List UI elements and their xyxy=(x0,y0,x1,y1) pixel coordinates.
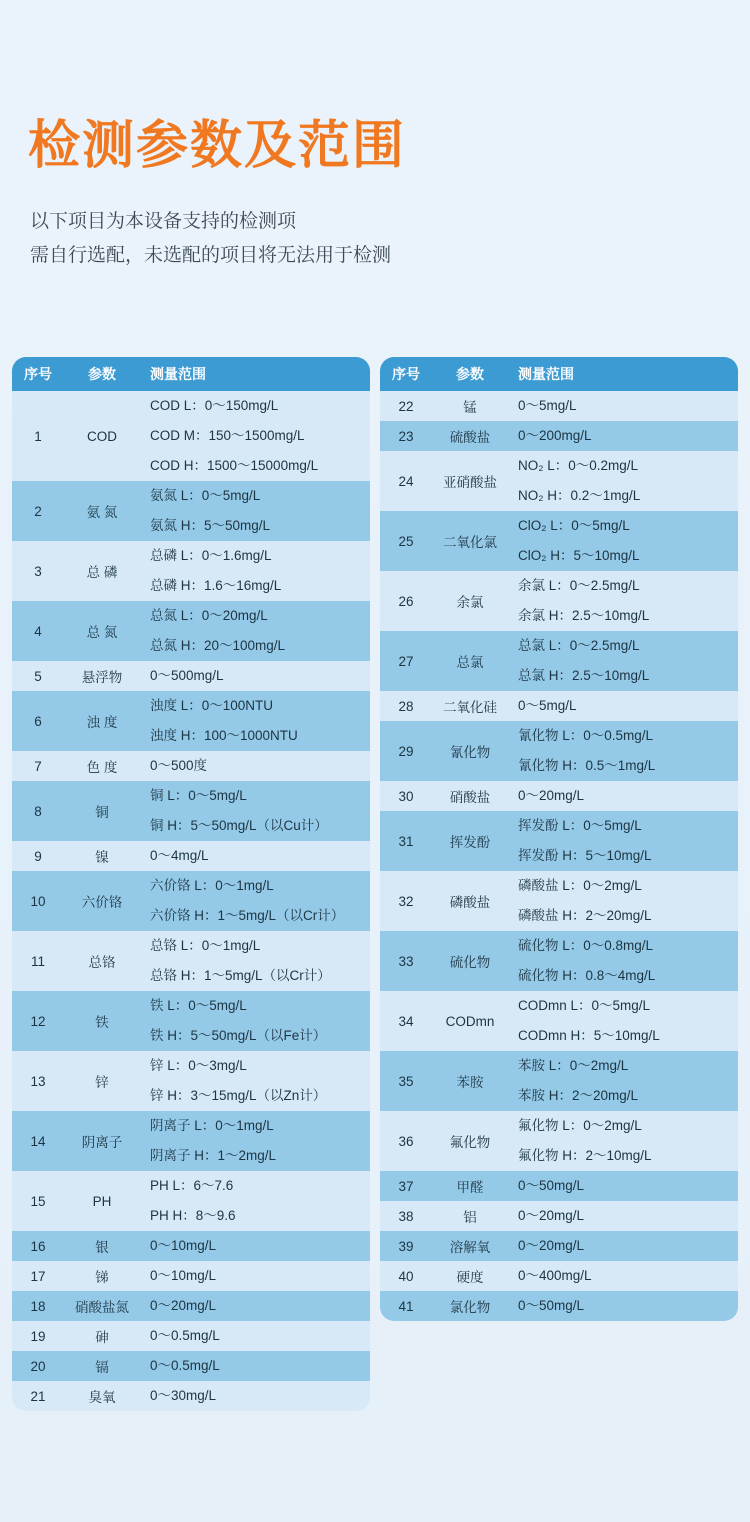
range-line: 0～0.5mg/L xyxy=(150,1328,220,1343)
row-range xyxy=(508,781,738,811)
table-row xyxy=(12,931,370,991)
range-line: 0～400mg/L xyxy=(518,1268,592,1283)
row-range xyxy=(140,1381,370,1411)
range-line: 0～500度 xyxy=(150,758,208,773)
row-parameter: 甲醛 xyxy=(456,1180,484,1195)
row-parameter: 砷 xyxy=(95,1330,109,1345)
row-index: 9 xyxy=(34,848,42,864)
table-row xyxy=(380,631,738,691)
row-index: 28 xyxy=(398,698,414,714)
range-line: 总氮 L：0～20mg/L xyxy=(150,608,268,623)
table-row xyxy=(380,721,738,781)
row-parameter: 硝酸盐氮 xyxy=(75,1300,129,1315)
range-line: 硫化物 H：0.8～4mg/L xyxy=(518,968,656,983)
row-range xyxy=(140,751,370,781)
range-line: 苯胺 L：0～2mg/L xyxy=(518,1058,629,1073)
row-parameter: 浊 度 xyxy=(86,715,118,730)
row-range xyxy=(508,1231,738,1261)
range-line: 锌 H：3～15mg/L（以Zn计） xyxy=(150,1088,327,1103)
row-parameter: 硝酸盐 xyxy=(449,790,491,805)
row-parameter: 氯化物 xyxy=(449,1300,491,1315)
range-line: PH H：8～9.6 xyxy=(150,1208,236,1223)
range-line: 总磷 H：1.6～16mg/L xyxy=(150,578,282,593)
subtitle-line-1: 以下项目为本设备支持的检测项 xyxy=(30,211,297,232)
table-row xyxy=(12,1351,370,1381)
row-range xyxy=(140,1351,370,1381)
range-line: 0～10mg/L xyxy=(150,1238,217,1253)
row-index: 7 xyxy=(34,758,42,774)
range-line: 总铬 H：1～5mg/L（以Cr计） xyxy=(150,968,331,983)
table-row xyxy=(12,1261,370,1291)
row-parameter: 锑 xyxy=(95,1270,109,1285)
row-parameter: 二氧化硅 xyxy=(443,700,497,715)
parameter-tables xyxy=(12,357,738,1411)
row-index: 21 xyxy=(30,1388,46,1404)
row-range xyxy=(508,631,738,691)
table-row xyxy=(12,481,370,541)
range-line: NO₂ L：0～0.2mg/L xyxy=(518,458,639,473)
table-row xyxy=(380,691,738,721)
row-range xyxy=(140,991,370,1051)
row-parameter: 氟化物 xyxy=(449,1135,491,1150)
row-parameter: 氰化物 xyxy=(449,745,491,760)
row-range xyxy=(508,691,738,721)
row-index: 10 xyxy=(30,893,46,909)
row-range xyxy=(508,991,738,1051)
range-line: 总氯 H：2.5～10mg/L xyxy=(518,668,650,683)
row-parameter: 锌 xyxy=(95,1075,109,1090)
row-parameter: 铁 xyxy=(95,1015,109,1030)
row-parameter: 臭氧 xyxy=(88,1390,116,1405)
row-range xyxy=(140,661,370,691)
row-index: 27 xyxy=(398,653,414,669)
row-parameter: 苯胺 xyxy=(456,1075,484,1090)
page-subtitle xyxy=(30,205,391,273)
range-line: 0～10mg/L xyxy=(150,1268,217,1283)
range-line: 0～0.5mg/L xyxy=(150,1358,220,1373)
row-index: 36 xyxy=(398,1133,414,1149)
range-line: 锌 L：0～3mg/L xyxy=(150,1058,247,1073)
row-index: 11 xyxy=(30,953,45,969)
row-range xyxy=(508,1111,738,1171)
row-range xyxy=(508,1261,738,1291)
row-parameter: 磷酸盐 xyxy=(449,895,491,910)
range-line: 阴离子 H：1～2mg/L xyxy=(150,1148,277,1163)
range-line: 0～5mg/L xyxy=(518,698,577,713)
parameter-table-right xyxy=(380,357,738,1411)
range-line: NO₂ H：0.2～1mg/L xyxy=(518,488,641,503)
range-line: 浊度 L：0～100NTU xyxy=(150,698,274,713)
table-row xyxy=(12,781,370,841)
range-line: 六价铬 H：1～5mg/L（以Cr计） xyxy=(150,908,345,923)
range-line: ClO₂ L：0～5mg/L xyxy=(518,518,630,533)
row-parameter: CODmn xyxy=(445,1013,495,1029)
range-line: 0～20mg/L xyxy=(518,1208,585,1223)
row-index: 31 xyxy=(398,833,414,849)
range-line: 氟化物 L：0～2mg/L xyxy=(518,1118,642,1133)
row-parameter: 铜 xyxy=(95,805,109,820)
row-parameter: 溶解氧 xyxy=(449,1240,491,1255)
row-range xyxy=(140,691,370,751)
parameter-table-left xyxy=(12,357,370,1411)
row-index: 19 xyxy=(30,1328,46,1344)
range-line: 余氯 L：0～2.5mg/L xyxy=(518,578,640,593)
row-index: 3 xyxy=(34,563,42,579)
row-index: 41 xyxy=(398,1298,414,1314)
row-parameter: 总铬 xyxy=(88,955,116,970)
row-index: 16 xyxy=(30,1238,46,1254)
column-header-param: 参数 xyxy=(88,366,116,382)
row-parameter: 总氯 xyxy=(456,655,484,670)
row-index: 20 xyxy=(30,1358,46,1374)
row-range xyxy=(140,481,370,541)
row-index: 1 xyxy=(34,428,42,444)
row-index: 35 xyxy=(398,1073,414,1089)
range-line: 阴离子 L：0～1mg/L xyxy=(150,1118,274,1133)
table-row xyxy=(380,391,738,421)
column-header-range: 测量范围 xyxy=(150,366,206,382)
row-index: 38 xyxy=(398,1208,414,1224)
row-parameter: 总 磷 xyxy=(86,565,118,580)
row-range xyxy=(508,1291,738,1321)
row-parameter: 色 度 xyxy=(86,760,118,775)
row-parameter: 镉 xyxy=(95,1360,109,1375)
range-line: 浊度 H：100～1000NTU xyxy=(150,728,298,743)
row-index: 17 xyxy=(30,1268,46,1284)
table-row xyxy=(380,991,738,1051)
range-line: 0～50mg/L xyxy=(518,1178,585,1193)
range-line: 0～4mg/L xyxy=(150,848,209,863)
table-row xyxy=(380,1171,738,1201)
table-row xyxy=(12,1111,370,1171)
row-range xyxy=(140,1231,370,1261)
row-parameter: 阴离子 xyxy=(81,1135,123,1150)
table-row xyxy=(12,1171,370,1231)
row-index: 4 xyxy=(34,623,42,639)
row-parameter: 亚硝酸盐 xyxy=(443,475,497,490)
table-header-row xyxy=(12,357,370,391)
table-row xyxy=(12,541,370,601)
row-range xyxy=(508,571,738,631)
row-range xyxy=(508,1051,738,1111)
range-line: CODmn L：0～5mg/L xyxy=(518,998,651,1013)
column-header-param: 参数 xyxy=(456,366,484,382)
table-row xyxy=(12,691,370,751)
range-line: 铁 L：0～5mg/L xyxy=(150,998,247,1013)
table-row xyxy=(12,661,370,691)
row-index: 26 xyxy=(398,593,414,609)
range-line: 0～20mg/L xyxy=(518,788,585,803)
row-parameter: 硫酸盐 xyxy=(449,430,491,445)
range-line: CODmn H：5～10mg/L xyxy=(518,1028,660,1043)
range-line: ClO₂ H：5～10mg/L xyxy=(518,548,640,563)
range-line: 总氯 L：0～2.5mg/L xyxy=(518,638,640,653)
range-line: 六价铬 L：0～1mg/L xyxy=(150,878,274,893)
row-index: 18 xyxy=(30,1298,46,1314)
table-row xyxy=(380,571,738,631)
range-line: 总氮 H：20～100mg/L xyxy=(150,638,286,653)
subtitle-line-2: 需自行选配，未选配的项目将无法用于检测 xyxy=(30,245,392,266)
range-line: COD H：1500～15000mg/L xyxy=(150,458,319,473)
table-row xyxy=(380,421,738,451)
row-range xyxy=(508,811,738,871)
row-index: 8 xyxy=(34,803,42,819)
row-range xyxy=(508,871,738,931)
row-range xyxy=(508,391,738,421)
row-parameter: 六价铬 xyxy=(81,895,123,910)
row-parameter: PH xyxy=(92,1193,112,1209)
range-line: 0～20mg/L xyxy=(150,1298,217,1313)
row-range xyxy=(140,1321,370,1351)
table-row xyxy=(380,1111,738,1171)
row-range xyxy=(140,781,370,841)
table-row xyxy=(12,841,370,871)
range-line: 氰化物 L：0～0.5mg/L xyxy=(518,728,654,743)
range-line: 总磷 L：0～1.6mg/L xyxy=(150,548,272,563)
row-index: 2 xyxy=(34,503,42,519)
table-row xyxy=(380,511,738,571)
range-line: 氰化物 H：0.5～1mg/L xyxy=(518,758,656,773)
row-index: 5 xyxy=(34,668,42,684)
table-row xyxy=(12,1321,370,1351)
row-range xyxy=(508,931,738,991)
row-range xyxy=(140,391,370,481)
range-line: COD L：0～150mg/L xyxy=(150,398,279,413)
table-row xyxy=(12,871,370,931)
range-line: 余氯 H：2.5～10mg/L xyxy=(518,608,650,623)
row-parameter: 余氯 xyxy=(456,595,484,610)
range-line: 氨氮 L：0～5mg/L xyxy=(150,488,261,503)
row-range xyxy=(508,1171,738,1201)
range-line: 苯胺 H：2～20mg/L xyxy=(518,1088,639,1103)
range-line: 0～50mg/L xyxy=(518,1298,585,1313)
range-line: 0～500mg/L xyxy=(150,668,224,683)
table-row xyxy=(380,451,738,511)
row-range xyxy=(140,931,370,991)
range-line: COD M：150～1500mg/L xyxy=(150,428,305,443)
row-index: 12 xyxy=(30,1013,46,1029)
column-header-range: 测量范围 xyxy=(518,366,574,382)
row-range xyxy=(508,511,738,571)
column-header-no: 序号 xyxy=(392,366,420,382)
range-line: 挥发酚 H：5～10mg/L xyxy=(518,848,652,863)
table-row xyxy=(380,1231,738,1261)
row-range xyxy=(140,1291,370,1321)
row-index: 30 xyxy=(398,788,414,804)
row-range xyxy=(140,871,370,931)
row-range xyxy=(140,1261,370,1291)
row-range xyxy=(140,1111,370,1171)
row-index: 25 xyxy=(398,533,414,549)
row-parameter: 铝 xyxy=(463,1210,477,1225)
row-index: 40 xyxy=(398,1268,414,1284)
range-line: 硫化物 L：0～0.8mg/L xyxy=(518,938,654,953)
row-range xyxy=(140,541,370,601)
table-body-left xyxy=(12,391,370,1411)
table-row xyxy=(380,1261,738,1291)
row-range xyxy=(140,1171,370,1231)
table-row xyxy=(380,811,738,871)
range-line: 挥发酚 L：0～5mg/L xyxy=(518,818,642,833)
row-index: 6 xyxy=(34,713,42,729)
range-line: 总铬 L：0～1mg/L xyxy=(150,938,261,953)
range-line: 磷酸盐 H：2～20mg/L xyxy=(518,908,652,923)
row-index: 24 xyxy=(398,473,414,489)
table-row xyxy=(12,1381,370,1411)
range-line: 0～20mg/L xyxy=(518,1238,585,1253)
table-row xyxy=(380,781,738,811)
row-parameter: 总 氮 xyxy=(86,625,118,640)
table-row xyxy=(380,1201,738,1231)
row-parameter: 二氧化氯 xyxy=(443,535,497,550)
row-index: 37 xyxy=(398,1178,414,1194)
table-row xyxy=(12,391,370,481)
row-range xyxy=(508,1201,738,1231)
table-row xyxy=(12,751,370,781)
range-line: PH L：6～7.6 xyxy=(150,1178,234,1193)
row-index: 33 xyxy=(398,953,414,969)
row-index: 23 xyxy=(398,428,414,444)
row-index: 22 xyxy=(398,398,414,414)
table-row xyxy=(380,1051,738,1111)
table-row xyxy=(12,991,370,1051)
range-line: 氟化物 H：2～10mg/L xyxy=(518,1148,652,1163)
row-parameter: 氨 氮 xyxy=(86,505,118,520)
table-row xyxy=(12,1051,370,1111)
table-row xyxy=(380,1291,738,1321)
row-range xyxy=(140,601,370,661)
row-index: 32 xyxy=(398,893,414,909)
row-index: 14 xyxy=(30,1133,46,1149)
table-row xyxy=(380,931,738,991)
table-row xyxy=(12,1231,370,1261)
row-range xyxy=(508,451,738,511)
row-range xyxy=(508,721,738,781)
row-parameter: 银 xyxy=(95,1240,109,1255)
range-line: 磷酸盐 L：0～2mg/L xyxy=(518,878,642,893)
row-index: 34 xyxy=(398,1013,414,1029)
range-line: 0～5mg/L xyxy=(518,398,577,413)
range-line: 0～30mg/L xyxy=(150,1388,217,1403)
row-parameter: 挥发酚 xyxy=(449,835,491,850)
range-line: 铜 L：0～5mg/L xyxy=(150,788,247,803)
row-index: 29 xyxy=(398,743,414,759)
row-parameter: 镍 xyxy=(95,850,109,865)
table-body-right xyxy=(380,391,738,1321)
table-row xyxy=(12,1291,370,1321)
row-parameter: 锰 xyxy=(463,400,477,415)
row-range xyxy=(140,841,370,871)
table-row xyxy=(380,871,738,931)
row-range xyxy=(508,421,738,451)
range-line: 0～200mg/L xyxy=(518,428,592,443)
page-title: 检测参数及范围 xyxy=(28,117,407,175)
row-parameter: 悬浮物 xyxy=(81,670,123,685)
column-header-no: 序号 xyxy=(24,366,52,382)
row-parameter: 硫化物 xyxy=(449,955,491,970)
range-line: 氨氮 H：5～50mg/L xyxy=(150,518,271,533)
range-line: 铜 H：5～50mg/L（以Cu计） xyxy=(150,818,328,833)
table-row xyxy=(12,601,370,661)
row-index: 39 xyxy=(398,1238,414,1254)
row-index: 15 xyxy=(30,1193,46,1209)
row-parameter: 硬度 xyxy=(456,1270,484,1285)
row-index: 13 xyxy=(30,1073,46,1089)
range-line: 铁 H：5～50mg/L（以Fe计） xyxy=(150,1028,327,1043)
row-range xyxy=(140,1051,370,1111)
table-header-row xyxy=(380,357,738,391)
row-parameter: COD xyxy=(87,428,117,444)
